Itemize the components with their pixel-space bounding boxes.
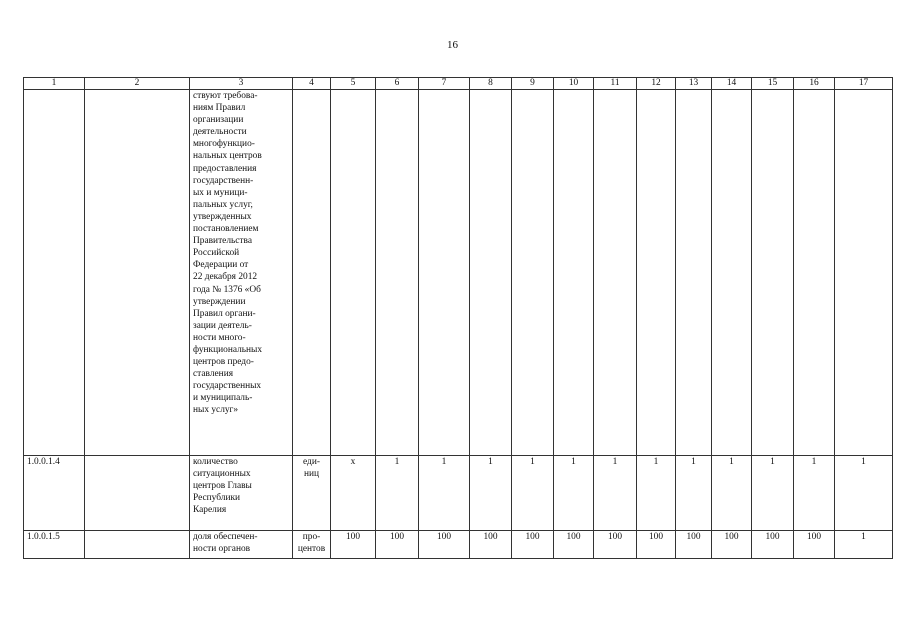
- value-cell: 100: [594, 531, 637, 559]
- column-header: 14: [712, 78, 752, 90]
- value-cell: 100: [637, 531, 676, 559]
- value-cell: [331, 90, 376, 456]
- unit-cell: [293, 90, 331, 456]
- table-row: [24, 456, 893, 531]
- column-header: 10: [554, 78, 594, 90]
- column-header: 13: [676, 78, 712, 90]
- value-cell: х: [331, 456, 376, 531]
- value-cell: [594, 90, 637, 456]
- column-header: 15: [752, 78, 794, 90]
- value-cell: [835, 90, 893, 456]
- column-header: 2: [85, 78, 190, 90]
- value-cell: 100: [554, 531, 594, 559]
- value-cell: [419, 90, 470, 456]
- value-cell: 1: [835, 531, 893, 559]
- value-cell: 1: [637, 456, 676, 531]
- table-row: [24, 531, 893, 559]
- value-cell: 100: [752, 531, 794, 559]
- value-cell: 100: [331, 531, 376, 559]
- value-cell: 100: [512, 531, 554, 559]
- value-cell: [512, 90, 554, 456]
- value-cell: 1: [419, 456, 470, 531]
- value-cell: [752, 90, 794, 456]
- value-cell: 1: [712, 456, 752, 531]
- value-cell: 100: [419, 531, 470, 559]
- value-cell: [676, 90, 712, 456]
- row-col2-cell: [85, 456, 190, 531]
- table-body: [24, 78, 893, 559]
- column-header: 16: [794, 78, 835, 90]
- table-row: [24, 90, 893, 456]
- row-code-cell: 1.0.0.1.4: [24, 456, 85, 531]
- value-cell: [794, 90, 835, 456]
- column-header: 4: [293, 78, 331, 90]
- column-header: 6: [376, 78, 419, 90]
- value-cell: 100: [376, 531, 419, 559]
- value-cell: [554, 90, 594, 456]
- value-cell: 1: [676, 456, 712, 531]
- column-header: 5: [331, 78, 376, 90]
- indicator-description-cell: доля обеспечен- ности органов: [190, 531, 293, 559]
- value-cell: 1: [794, 456, 835, 531]
- column-header: 8: [470, 78, 512, 90]
- unit-cell: еди- ниц: [293, 456, 331, 531]
- column-header: 3: [190, 78, 293, 90]
- page-number: 16: [447, 39, 458, 51]
- value-cell: 1: [376, 456, 419, 531]
- value-cell: 1: [470, 456, 512, 531]
- column-header: 1: [24, 78, 85, 90]
- value-cell: 100: [676, 531, 712, 559]
- value-cell: [712, 90, 752, 456]
- indicator-description-cell: ствуют требова- ниям Правил организации деятельности многофункцио- нальных центров предоставления государственн- ых и муници- пальных услуг, утвержденных постановлением Правительства Российской Федерации от 22 декабря 2012 года № 1376 «Об утверждении Правил органи- зации деятель- ности много- функциональных центров предо- ставления государственных и муниципаль- ных услуг»: [190, 90, 293, 456]
- value-cell: 100: [794, 531, 835, 559]
- unit-cell: про- центов: [293, 531, 331, 559]
- column-header: 7: [419, 78, 470, 90]
- value-cell: [637, 90, 676, 456]
- column-header: 12: [637, 78, 676, 90]
- row-code-cell: [24, 90, 85, 456]
- data-table: [23, 77, 893, 559]
- value-cell: 1: [594, 456, 637, 531]
- value-cell: 1: [554, 456, 594, 531]
- value-cell: 1: [752, 456, 794, 531]
- column-header: 9: [512, 78, 554, 90]
- indicator-description-cell: количество ситуационных центров Главы Республики Карелия: [190, 456, 293, 531]
- row-col2-cell: [85, 90, 190, 456]
- value-cell: [470, 90, 512, 456]
- row-col2-cell: [85, 531, 190, 559]
- column-header: 17: [835, 78, 893, 90]
- row-code-cell: 1.0.0.1.5: [24, 531, 85, 559]
- value-cell: 1: [512, 456, 554, 531]
- column-header: 11: [594, 78, 637, 90]
- value-cell: 100: [470, 531, 512, 559]
- value-cell: 1: [835, 456, 893, 531]
- value-cell: [376, 90, 419, 456]
- value-cell: 100: [712, 531, 752, 559]
- header-row: [24, 78, 893, 90]
